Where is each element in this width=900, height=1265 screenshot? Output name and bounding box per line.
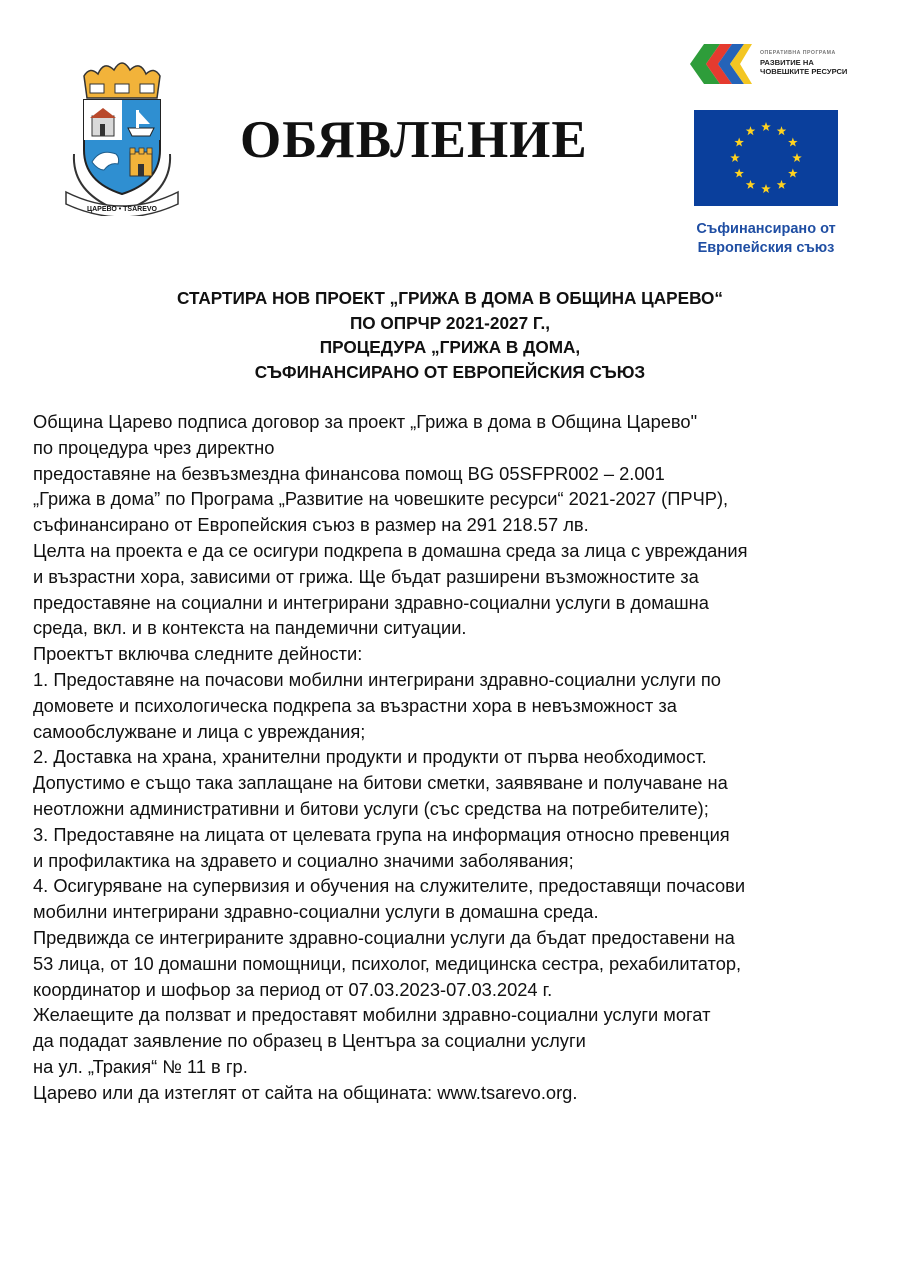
body-line: самообслужване и лица с увреждания; — [33, 720, 366, 742]
program-logo-icon — [690, 44, 752, 84]
page-title: ОБЯВЛЕНИЕ — [240, 111, 588, 169]
body-line: 3. Предоставяне на лицата от целевата група на информация относно превенция — [33, 823, 730, 845]
body-line: 4. Осигуряване на супервизия и обучения на служителите, предоставящи почасови — [33, 875, 746, 897]
subtitle-line: СЪФИНАНСИРАНО ОТ ЕВРОПЕЙСКИЯ СЪЮЗ — [254, 361, 646, 382]
body-line: мобилни интегрирани здравно-социални услуги в домашна среда. — [33, 901, 599, 923]
body-line: 2. Доставка на храна, хранителни продукти и продукти от първа необходимост. — [33, 746, 707, 768]
subtitle-line: СТАРТИРА НОВ ПРОЕКТ „ГРИЖА В ДОМА В ОБЩИНА ЦАРЕВО“ — [176, 288, 724, 308]
body-line: по процедура чрез директно — [33, 436, 275, 458]
body-line: и възрастни хора, зависими от грижа. Ще бъдат разширени възможностите за — [33, 565, 699, 587]
program-name: ОПЕРАТИВНА ПРОГРАМА РАЗВИТИЕ НА ЧОВЕШКИТЕ РЕСУРСИ — [760, 50, 848, 76]
body-line: на ул. „Тракия“ № 11 в гр. — [33, 1055, 248, 1077]
body-line: среда, вкл. и в контекста на пандемични ситуации. — [33, 617, 467, 639]
body-line: 53 лица, от 10 домашни помощници, психолог, медицинска сестра, рехабилитатор, — [33, 952, 742, 974]
body-line: „Грижа в дома” по Програма „Развитие на човешките ресурси“ 2021-2027 (ПРЧР), — [33, 488, 729, 510]
crown-icon — [84, 63, 160, 98]
subtitle-line: ПРОЦЕДУРА „ГРИЖА В ДОМА, — [319, 337, 581, 357]
body-line: Желаещите да ползват и предоставят мобилни здравно-социални услуги могат — [33, 1004, 711, 1026]
announcement-body — [33, 409, 888, 1106]
body-line: координатор и шофьор за период от 07.03.2023-07.03.2024 г. — [33, 978, 553, 1000]
body-line: Проектът включва следните дейности: — [33, 643, 363, 665]
body-line: предоставяне на безвъзмездна финансова помощ BG 05SFPR002 – 2.001 — [33, 462, 665, 484]
eu-flag-icon — [694, 110, 838, 206]
body-line: и профилактика на здравето и социално значими заболявания; — [33, 849, 574, 871]
body-line: Целта на проекта е да се осигури подкрепа в домашна среда за лица с увреждания — [33, 539, 748, 561]
project-subtitle — [40, 286, 860, 384]
body-line: Царево или да изтеглят от сайта на общината: www.tsarevo.org. — [33, 1081, 578, 1103]
body-line: Предвижда се интегрираните здравно-социални услуги да бъдат предоставени на — [33, 926, 735, 948]
body-line: да подадат заявление по образец в Центъра за социални услуги — [33, 1030, 586, 1052]
body-line: предоставяне на социални и интегрирани здравно-социални услуги в домашна — [33, 591, 709, 613]
tsarevo-coat-of-arms — [60, 58, 185, 216]
body-line: Допустимо е също така заплащане на битови сметки, заявяване и получаване на — [33, 772, 728, 794]
svg-text:ЦАРЕВО • TSAREVO: ЦАРЕВО • TSAREVO — [86, 206, 158, 213]
body-line: домовете и психологическа подкрепа за възрастни хора в невъзможност за — [33, 694, 677, 716]
body-line: Община Царево подписа договор за проект „Грижа в дома в Община Царево" — [33, 411, 698, 432]
body-line: съфинансирано от Европейския съюз в размер на 291 218.57 лв. — [33, 514, 589, 536]
eu-cofunding-caption: Съфинансирано от Европейския съюз — [696, 221, 836, 256]
body-line: 1. Предоставяне на почасови мобилни интегрирани здравно-социални услуги по — [33, 668, 721, 690]
subtitle-line: ПО ОПРЧР 2021-2027 Г., — [349, 312, 551, 333]
body-line: неотложни административни и битови услуги (със средства на потребителите); — [33, 797, 709, 819]
